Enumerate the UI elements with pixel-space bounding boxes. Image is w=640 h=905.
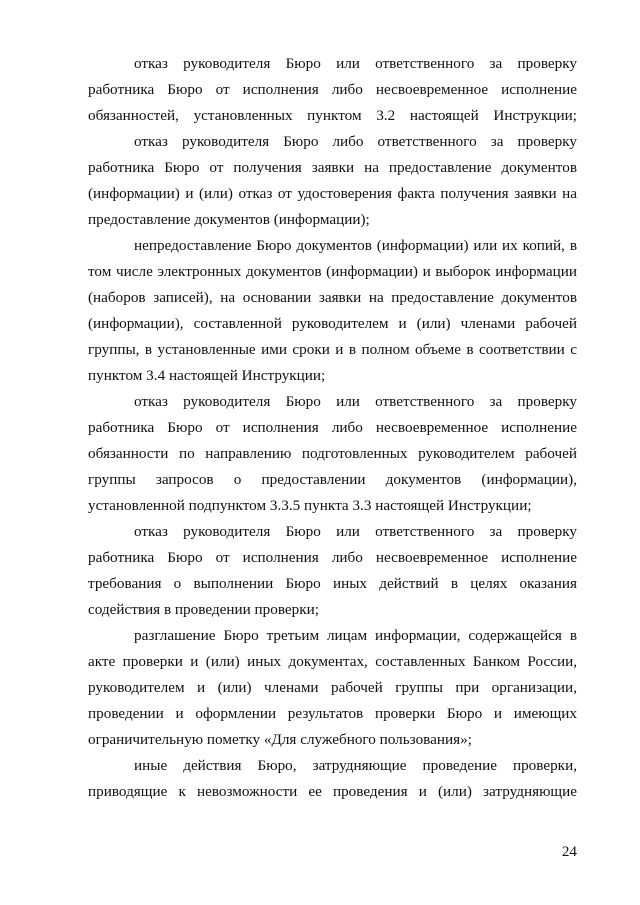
text-line: непредоставление Бюро документов (информации) или их копий, в — [134, 237, 577, 254]
text-line: работника Бюро от исполнения либо несвоевременное исполнение — [88, 549, 577, 566]
text-line: работника Бюро от исполнения либо несвоевременное исполнение — [88, 419, 577, 436]
text-line: пунктом 3.4 настоящей Инструкции; — [88, 367, 326, 384]
page-number: 24 — [561, 843, 577, 860]
paragraph-1 — [88, 51, 577, 129]
text-line: отказ руководителя Бюро или ответственного за проверку — [134, 393, 577, 410]
paragraph-4 — [88, 389, 577, 519]
text-line: акте проверки и (или) иных документах, составленных Банком России, — [88, 653, 577, 670]
text-line: отказ руководителя Бюро или ответственного за проверку — [134, 523, 577, 540]
text-line: группы, в установленные ими сроки и в полном объеме в соответствии с — [88, 341, 577, 358]
text-line: предоставление документов (информации); — [88, 211, 370, 228]
text-line: (наборов записей), на основании заявки на предоставление документов — [88, 289, 577, 306]
document-body — [88, 51, 577, 805]
text-line: обязанности по направлению подготовленных руководителем рабочей — [88, 445, 577, 462]
text-line: ограничительную пометку «Для служебного пользования»; — [88, 731, 472, 748]
paragraph-6 — [88, 623, 577, 753]
text-line: том числе электронных документов (информации) и выборок информации — [88, 263, 577, 280]
text-line: (информации) и (или) отказ от удостоверения факта получения заявки на — [88, 185, 577, 202]
text-line: проведении и оформлении результатов проверки Бюро и имеющих — [88, 705, 577, 722]
paragraph-5 — [88, 519, 577, 623]
text-line: руководителем и (или) членами рабочей группы при организации, — [88, 679, 577, 696]
text-line: требования о выполнении Бюро иных действий в целях оказания — [88, 575, 577, 592]
paragraph-2 — [88, 129, 577, 233]
text-line: работника Бюро от получения заявки на предоставление документов — [88, 159, 577, 176]
text-line: приводящие к невозможности ее проведения и (или) затрудняющие — [88, 783, 577, 800]
text-line: содействия в проведении проверки; — [88, 601, 319, 618]
text-line: разглашение Бюро третьим лицам информации, содержащейся в — [134, 627, 577, 644]
text-line: обязанностей, установленных пунктом 3.2 настоящей Инструкции; — [88, 107, 577, 124]
paragraph-7 — [88, 753, 577, 805]
text-line: (информации), составленной руководителем и (или) членами рабочей — [88, 315, 577, 332]
text-line: группы запросов о предоставлении документов (информации), — [88, 471, 577, 488]
text-line: отказ руководителя Бюро или ответственного за проверку — [134, 55, 577, 72]
text-line: работника Бюро от исполнения либо несвоевременное исполнение — [88, 81, 577, 98]
text-line: иные действия Бюро, затрудняющие проведение проверки, — [134, 757, 577, 774]
paragraph-3 — [88, 233, 577, 389]
text-line: установленной подпунктом 3.3.5 пункта 3.3 настоящей Инструкции; — [88, 497, 532, 514]
text-line: отказ руководителя Бюро либо ответственного за проверку — [134, 133, 577, 150]
